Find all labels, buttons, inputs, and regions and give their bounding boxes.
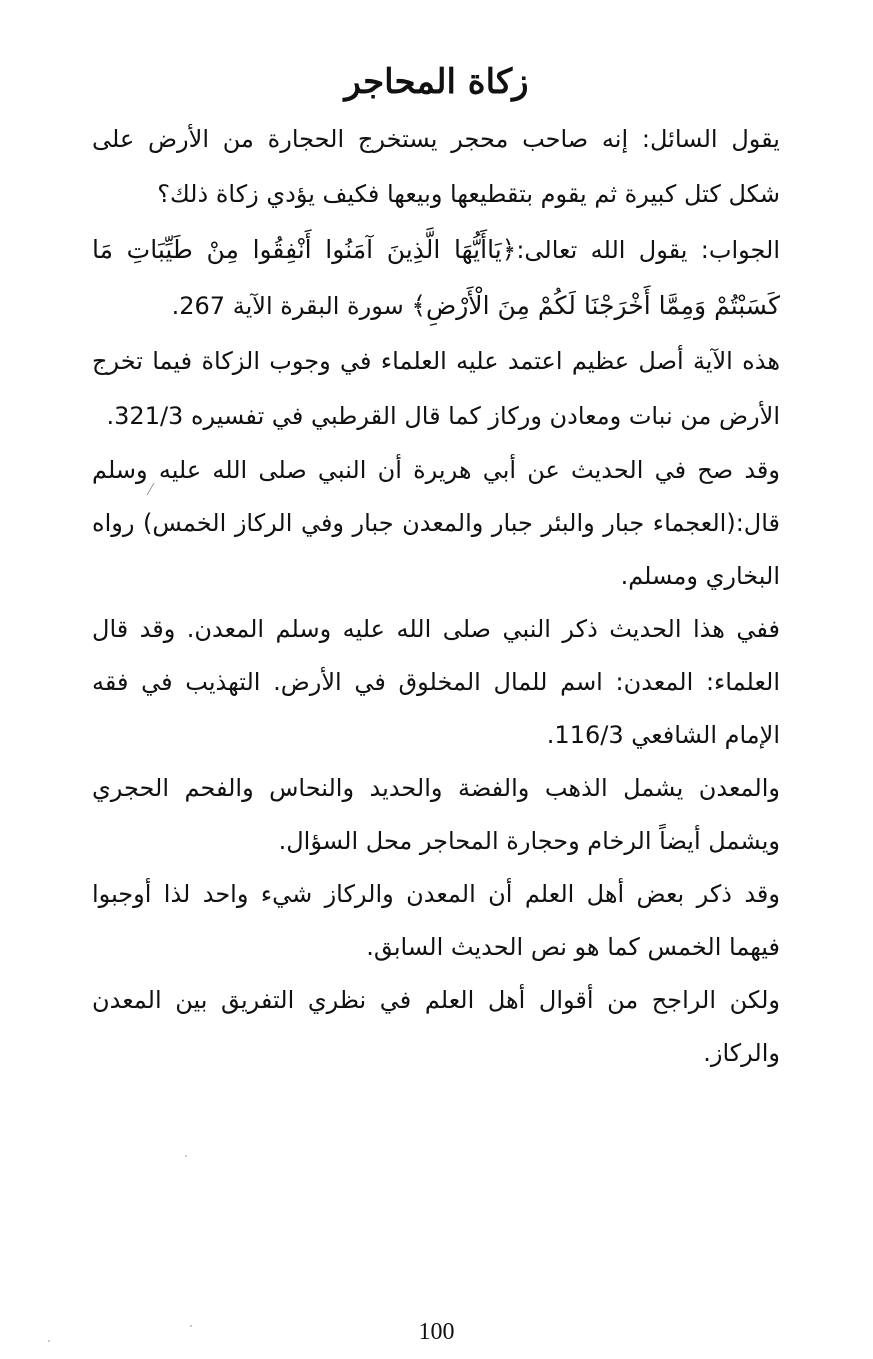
question-paragraph: يقول السائل: إنه صاحب محجر يستخرج الحجارة من الأرض على شكل كتل كبيرة ثم يقوم بتقطيعها وبيعها فكيف يؤدي زكاة ذلك؟ xyxy=(92,125,780,208)
answer-paragraph xyxy=(92,222,780,334)
article-body xyxy=(92,112,780,1080)
quran-verse: ﴿يَاأَيُّهَا الَّذِينَ آمَنُوا أَنْفِقُوا مِنْ طَيِّبَاتِ مَا كَسَبْتُمْ وَمِمَّا أَخْرَجْنَا لَكُمْ مِنَ الْأَرْضِ﴾ xyxy=(92,235,780,320)
answer-intro: الجواب: يقول الله تعالى: xyxy=(516,236,780,264)
verse-reference: سورة البقرة الآية 267. xyxy=(171,292,412,320)
paragraph-verse-significance: هذه الآية أصل عظيم اعتمد عليه العلماء في وجوب الزكاة فيما تخرج الأرض من نبات ومعادن وركاز كما قال القرطبي في تفسيره 321/3. xyxy=(92,347,780,430)
paragraph-mineral-definition: ففي هذا الحديث ذكر النبي صلى الله عليه وسلم المعدن. وقد قال العلماء: المعدن: اسم للمال المخلوق في الأرض. التهذيب في فقه الإمام الشافعي 116/3. xyxy=(92,615,780,749)
page-number: 100 xyxy=(418,1319,455,1345)
page-title: زكاة المحاجر xyxy=(344,62,529,102)
paragraph-mineral-scope: والمعدن يشمل الذهب والفضة والحديد والنحاس والفحم الحجري ويشمل أيضاً الرخام وحجارة المحاجر محل السؤال. xyxy=(92,774,780,855)
paragraph-hadith: وقد صح في الحديث عن أبي هريرة أن النبي صلى الله عليه وسلم قال:(العجماء جبار والبئر جبار والمعدن جبار وفي الركاز الخمس) رواه البخاري ومسلم. xyxy=(92,456,780,590)
paragraph-scholars-opinion: وقد ذكر بعض أهل العلم أن المعدن والركاز شيء واحد لذا أوجبوا فيهما الخمس كما هو نص الحديث السابق. xyxy=(92,880,780,961)
paragraph-preferred-view: ولكن الراجح من أقوال أهل العلم في نظري التفريق بين المعدن والركاز. xyxy=(92,986,780,1067)
scan-speck xyxy=(185,1155,187,1157)
